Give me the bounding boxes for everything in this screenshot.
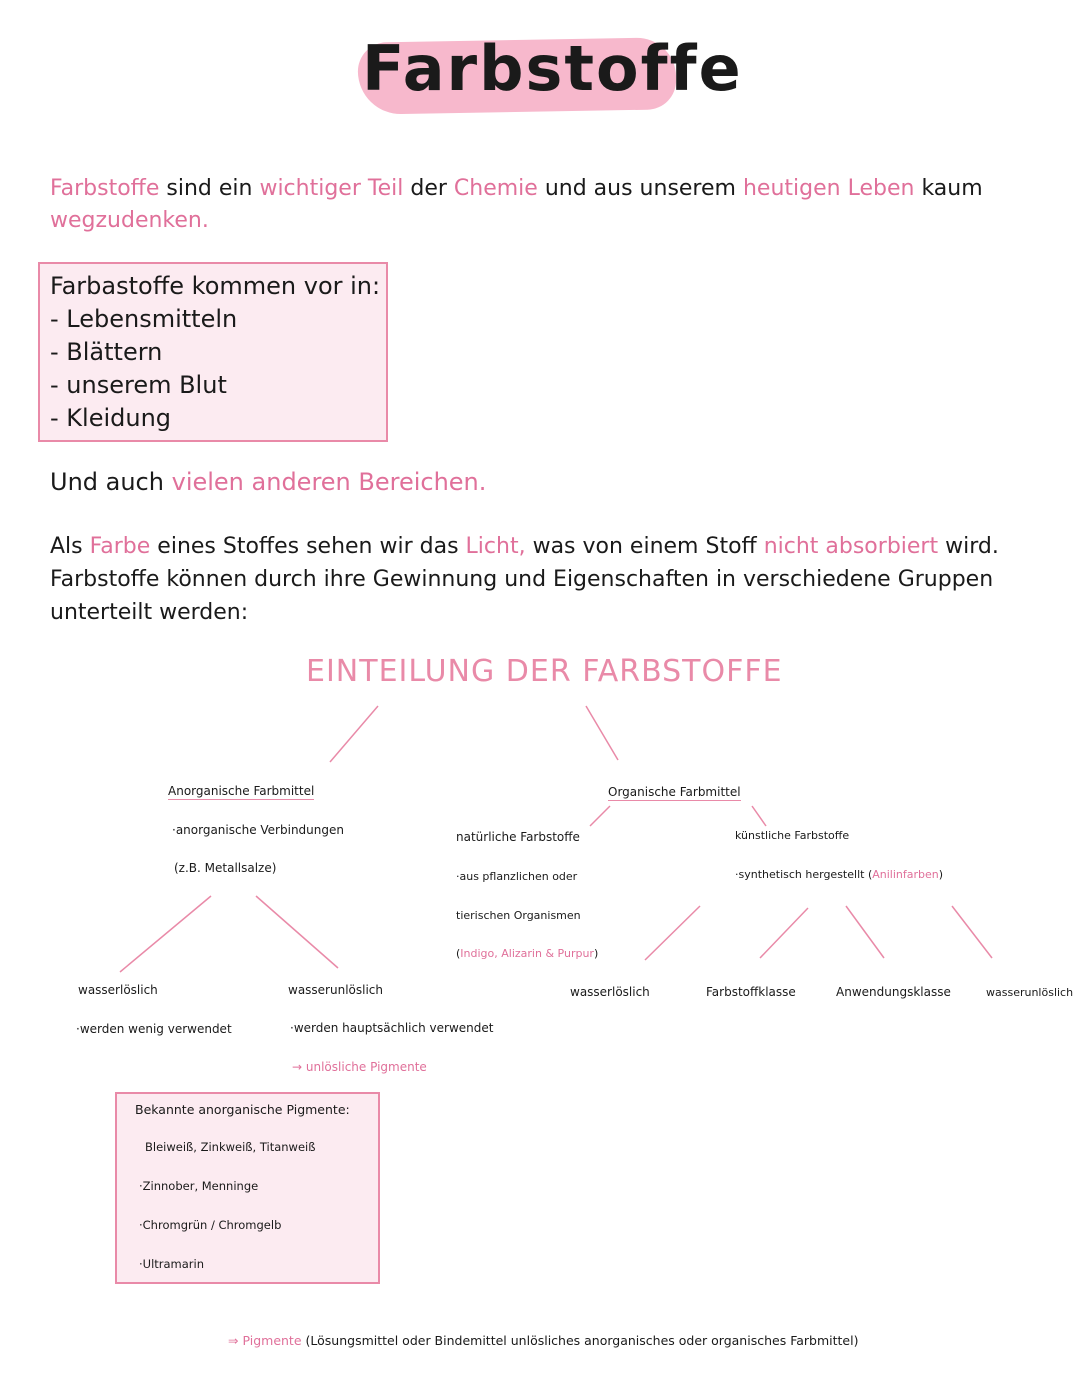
licht-word: Farbe xyxy=(89,534,151,559)
paren: ( xyxy=(867,868,873,881)
org-leaf-anwendungsklasse: Anwendungsklasse xyxy=(836,985,951,999)
anorg-example: (z.B. Metallsalze) xyxy=(174,861,277,875)
branch-line xyxy=(120,896,211,972)
licht-word: was von einem Stoff xyxy=(532,534,757,559)
org-nat-example-list: Indigo, Alizarin & Purpur xyxy=(460,947,594,960)
branch-line xyxy=(760,908,808,958)
auch-word: Und auch xyxy=(50,468,164,496)
branch-line xyxy=(752,806,766,826)
anorg-title: Anorganische Farbmittel xyxy=(168,784,315,798)
pigmente-def: (Lösungsmittel oder Bindemittel unlösliches anorganisches oder organisches Farbmittel) xyxy=(305,1333,859,1348)
intro-word: Farbstoffe xyxy=(50,176,160,201)
vorkommen-item: - Blättern xyxy=(50,338,163,366)
branch-line xyxy=(586,706,618,760)
org-leaf-farbstoffklasse: Farbstoffklasse xyxy=(706,985,796,999)
branch-line xyxy=(330,706,378,762)
org-kuenst-example: Anilinfarben xyxy=(872,868,939,881)
branch-line xyxy=(256,896,338,968)
vorkommen-heading: Farbastoffe kommen vor in: xyxy=(50,272,381,300)
anorg-wl-desc: ·werden wenig verwendet xyxy=(76,1022,232,1036)
intro-word: kaum xyxy=(921,176,983,201)
paren: ) xyxy=(938,868,944,881)
paren: ) xyxy=(593,947,599,960)
licht-line-2: Farbstoffe können durch ihre Gewinnung und Eigenschaften in verschiedene Gruppen xyxy=(50,567,994,592)
pigmente-term: Pigmente xyxy=(242,1333,302,1348)
intro-word: wichtiger xyxy=(259,176,361,201)
intro-word: der xyxy=(410,176,447,201)
vorkommen-item: - Kleidung xyxy=(50,404,172,432)
diagram-heading: EINTEILUNG DER FARBSTOFFE xyxy=(306,654,783,689)
licht-word: wird. xyxy=(945,534,999,559)
intro-word: Teil xyxy=(367,176,404,201)
pigmente-item: ·Ultramarin xyxy=(139,1257,205,1271)
licht-word: Licht, xyxy=(465,534,526,559)
intro-word: sind ein xyxy=(166,176,253,201)
branch-line xyxy=(846,906,884,958)
intro-word: und aus unserem xyxy=(544,176,736,201)
org-nat-desc: ·aus pflanzlichen oder xyxy=(456,870,578,883)
pigmente-box xyxy=(115,1092,380,1284)
org-kuenst-desc: ·synthetisch hergestellt xyxy=(735,868,865,881)
anorg-wu-desc: ·werden hauptsächlich verwendet xyxy=(290,1021,494,1035)
org-nat-desc: tierischen Organismen xyxy=(456,909,581,922)
pigmente-item: Bleiweiß, Zinkweiß, Titanweiß xyxy=(145,1140,316,1154)
auch-word: vielen anderen Bereichen. xyxy=(171,468,487,496)
licht-word: eines Stoffes sehen wir das xyxy=(157,534,459,559)
paren: ( xyxy=(456,947,461,960)
anorg-desc: ·anorganische Verbindungen xyxy=(172,823,344,837)
pigmente-heading: Bekannte anorganische Pigmente: xyxy=(135,1102,350,1117)
vorkommen-item: - unserem Blut xyxy=(50,371,227,399)
org-nat-examples xyxy=(456,947,598,960)
org-natuerlich: natürliche Farbstoffe xyxy=(456,830,580,844)
org-kuenstlich: künstliche Farbstoffe xyxy=(735,829,850,842)
licht-word: nicht absorbiert xyxy=(763,534,939,559)
anorg-wasserloeslich: wasserlöslich xyxy=(78,983,158,997)
arrow-right-icon: → xyxy=(292,1060,303,1074)
anorg-wu-result-line xyxy=(292,1060,427,1074)
branch-line xyxy=(645,906,700,960)
intro-line-2: wegzudenken. xyxy=(50,208,209,233)
licht-line-3: unterteilt werden: xyxy=(50,600,249,625)
pigmente-item: ·Chromgrün / Chromgelb xyxy=(139,1218,282,1232)
anorg-wu-result: unlösliche Pigmente xyxy=(305,1060,427,1074)
pigmente-definition xyxy=(228,1333,858,1348)
page-title: Farbstoffe xyxy=(362,32,743,105)
vorkommen-item: - Lebensmitteln xyxy=(50,305,238,333)
double-arrow-icon: ⇒ xyxy=(228,1333,239,1348)
org-leaf-wasserloeslich: wasserlöslich xyxy=(570,985,650,999)
intro-word: heutigen xyxy=(742,176,841,201)
branch-line xyxy=(952,906,992,958)
pigmente-item: ·Zinnober, Menninge xyxy=(139,1179,259,1193)
org-leaf-wasserunloeslich: wasserunlöslich xyxy=(986,986,1074,999)
intro-word: Leben xyxy=(847,176,915,201)
anorg-wasserunloeslich: wasserunlöslich xyxy=(288,983,383,997)
branch-line xyxy=(590,806,610,826)
intro-word: Chemie xyxy=(453,176,538,201)
org-kuenst-desc-line xyxy=(735,868,943,881)
org-title: Organische Farbmittel xyxy=(608,785,741,799)
licht-word: Als xyxy=(50,534,83,559)
